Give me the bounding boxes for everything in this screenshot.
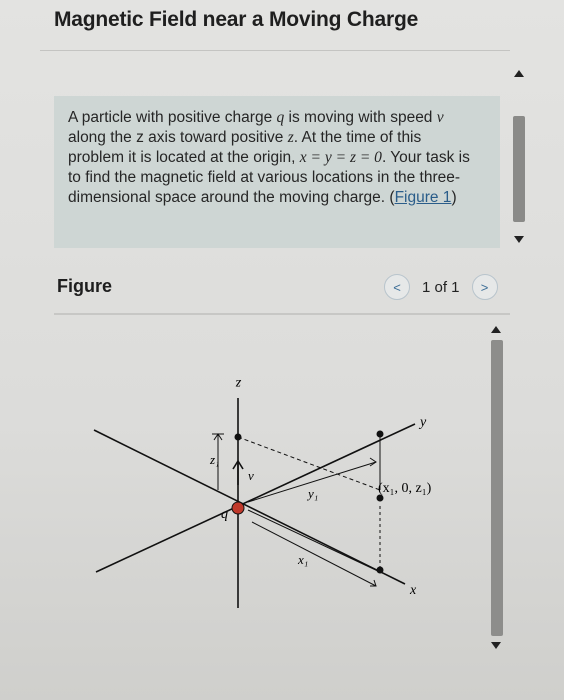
problem-statement	[68, 108, 478, 208]
projection-line	[248, 510, 380, 572]
problem-text: )	[451, 189, 457, 206]
y-axis-point	[377, 431, 384, 438]
charge-variable: q	[276, 109, 285, 126]
scroll-thumb[interactable]	[491, 340, 503, 636]
scroll-down-icon[interactable]	[514, 236, 524, 243]
problem-text: is moving with speed	[284, 109, 437, 126]
velocity-label: v	[248, 468, 254, 483]
problem-text: A particle with positive charge	[68, 109, 277, 126]
charge-label: q	[221, 507, 228, 522]
chevron-right-icon: >	[480, 279, 489, 295]
title-divider	[40, 50, 510, 51]
y1-label: y₁	[308, 486, 319, 501]
figure-page-count: 1 of 1	[422, 278, 460, 296]
chevron-left-icon: <	[393, 279, 401, 295]
charge-marker	[232, 502, 244, 514]
z-variable: z	[287, 129, 294, 146]
x-axis-line	[94, 430, 405, 584]
x1-label: x₁	[298, 552, 309, 567]
figure-pager	[384, 274, 498, 300]
y1-dimension-line	[370, 458, 376, 466]
problem-text: . At the time of this problem it is located at the origin,	[68, 129, 422, 166]
speed-variable: v	[436, 109, 444, 126]
z1-point	[235, 434, 242, 441]
problem-text: . Your task is to find the magnetic field at various locations in the three-dimensional space around the moving charge. (	[68, 149, 470, 206]
figure-diagram	[70, 340, 480, 630]
problem-text: along the z axis toward positive	[68, 129, 288, 146]
figure-scrollbar[interactable]	[486, 318, 506, 658]
scroll-up-icon[interactable]	[491, 326, 501, 333]
scroll-up-icon[interactable]	[514, 70, 524, 77]
problem-scrollbar[interactable]	[510, 60, 528, 238]
figure-divider	[54, 313, 510, 315]
scroll-down-icon[interactable]	[491, 642, 501, 649]
x-axis-label: x	[410, 583, 417, 598]
z1-label: z₁	[210, 452, 220, 467]
point-coordinate-label: (x₁, 0, z₁)	[378, 481, 432, 496]
page-title: Magnetic Field near a Moving Charge	[54, 8, 419, 31]
x1-point	[377, 567, 384, 574]
coordinate-diagram	[70, 340, 480, 630]
next-figure-button[interactable]	[472, 274, 498, 300]
problem-statement-box	[54, 96, 500, 248]
figure-link[interactable]: Figure 1	[394, 189, 452, 206]
x1-dimension-line	[252, 522, 376, 586]
figure-heading: Figure	[57, 276, 113, 296]
prev-figure-button[interactable]	[384, 274, 410, 300]
y-axis-label: y	[420, 415, 427, 430]
z-axis-label: z	[235, 376, 241, 391]
origin-equation: x = y = z = 0	[299, 149, 382, 166]
projection-dashed-line	[238, 437, 380, 490]
y-axis-line	[96, 424, 415, 572]
scroll-thumb[interactable]	[513, 116, 525, 222]
